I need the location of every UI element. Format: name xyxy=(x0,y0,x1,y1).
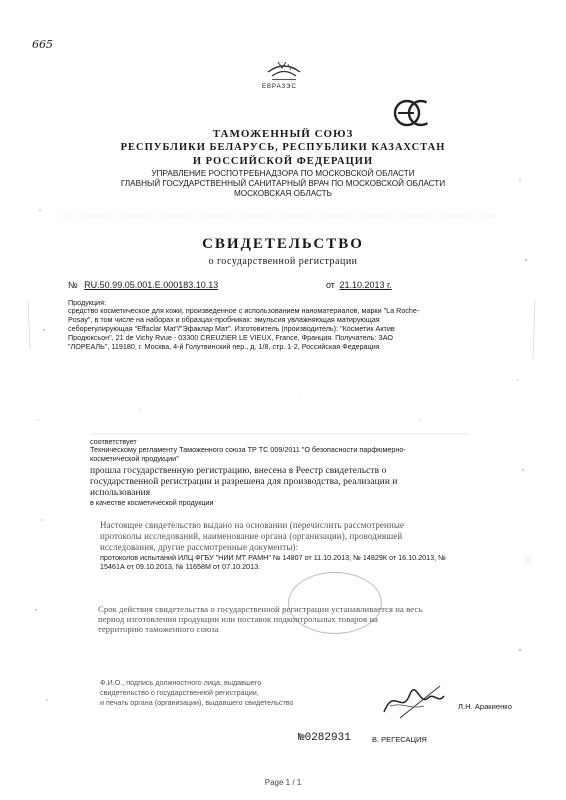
authority-line-1: УПРАВЛЕНИЕ РОСПОТРЕБНАДЗОРА ПО МОСКОВСКОЙ ОБЛАСТИ xyxy=(151,169,415,178)
registration-date: 21.10.2013 г. xyxy=(339,280,392,290)
product-line-4: Продюксьон", 21 de Vichy Rvue - 03300 CREUZIER LE VIEUX, France, Франция. Получатель: ЗАО xyxy=(68,333,393,342)
signature-mark-icon xyxy=(380,676,470,724)
conformity-line-1: Техническому регламенту Таможенного союза ТР ТС 009/2011 "О безопасности парфюмерно- xyxy=(90,445,406,454)
serial-number: №0282931 xyxy=(298,732,351,744)
product-line-5: "ЛОРЕАЛЬ", 119180, г. Москва, 4-й Голутвинский пер., д. 1/8, стр. 1-2, Российская Федерация xyxy=(68,342,380,351)
usage-text: в качестве косметической продукции xyxy=(90,498,214,507)
faint-stamp xyxy=(288,572,382,634)
validity-line-2: период изготовления продукции или поставок подконтрольных товаров на xyxy=(98,614,378,624)
emblem-label: ЕВРАЗЭС xyxy=(262,84,297,90)
document-subtitle: о государственной регистрации xyxy=(208,256,358,267)
passed-line-1: прошла государственную регистрацию, внесена в Реестр свидетельств о xyxy=(90,466,387,476)
passed-line-2: государственной регистрации и разрешена для производства, реализации и xyxy=(90,477,398,487)
union-heading: ТАМОЖЕННЫЙ СОЮЗ xyxy=(212,128,354,140)
corner-handwritten-number: 665 xyxy=(32,38,53,51)
republics-line-2: И РОССИЙСКОЙ ФЕДЕРАЦИИ xyxy=(192,156,374,167)
signatory-name: Л.Н. Аракиенко xyxy=(458,702,512,711)
serial-suffix: В. РЕГЕСАЦИЯ xyxy=(372,735,427,744)
basis-line-2: протоколы исследований, наименование органа (организации), проводившей xyxy=(100,531,403,541)
signatory-line-1: Ф.И.О., подпись должностного лица, выдавшего xyxy=(100,678,262,687)
basis-line-3: исследования, другие рассмотренные документы): xyxy=(100,542,299,552)
signatory-line-3: и печать органа (организации), выдавшего свидетельство xyxy=(100,698,294,707)
page-footer: Page 1 / 1 xyxy=(264,778,302,787)
authority-line-3: МОСКОВСКАЯ ОБЛАСТЬ xyxy=(233,189,333,198)
conformity-label: соответствует xyxy=(90,437,137,446)
registration-number: RU.50.99.05.001.Е.000183.10.13 xyxy=(84,280,219,290)
basis-line-1: Настоящее свидетельство выдано на основании (перечислить рассмотренные xyxy=(100,520,405,530)
product-label: Продукция: xyxy=(68,298,106,307)
passed-line-3: использования xyxy=(90,488,151,498)
protocols-line-2: 15461А от 09.10.2013, № 11658М от 07.10.2013. xyxy=(100,562,261,571)
document-title: СВИДЕТЕЛЬСТВО xyxy=(202,236,364,252)
registration-number-row xyxy=(68,280,218,290)
registration-date-row xyxy=(326,280,392,290)
registration-number-label: № xyxy=(68,280,78,290)
validity-line-1: Срок действия свидетельства о государственной регистрации устанавливается на весь xyxy=(98,604,423,614)
republics-line-1: РЕСПУБЛИКИ БЕЛАРУСЬ, РЕСПУБЛИКИ КАЗАХСТАН xyxy=(120,142,446,153)
registration-date-label: от xyxy=(326,280,335,290)
conformity-line-2: косметической продукции" xyxy=(90,454,179,463)
product-line-3: себорегулирующая "Effaclar Mat"/"Эфаклар Мат". Изготовитель (производитель): "Косметик Актив xyxy=(68,324,395,333)
protocols-line-1: протоколов испытаний ИЛЦ ФГБУ "НИИ МТ РАМН" № 14807 от 11.10.2013, № 14829К от 16.10.2013, № xyxy=(100,553,446,562)
conformity-mark-icon xyxy=(392,98,436,128)
validity-line-3: территорию таможенного союза xyxy=(98,624,219,634)
product-line-2: Posay", в том числе на наборах и образцах-пробниках: эмульсия увлажняющая матирующая xyxy=(68,315,380,324)
signatory-line-2: свидетельство о государственной регистрации, xyxy=(100,688,259,697)
authority-line-2: ГЛАВНЫЙ ГОСУДАРСТВЕННЫЙ САНИТАРНЫЙ ВРАЧ ПО МОСКОВСКОЙ ОБЛАСТИ xyxy=(120,179,446,188)
product-line-1: средство косметическое для кожи, произведенное с использованием наноматериалов, марки "La Roche- xyxy=(68,306,420,315)
